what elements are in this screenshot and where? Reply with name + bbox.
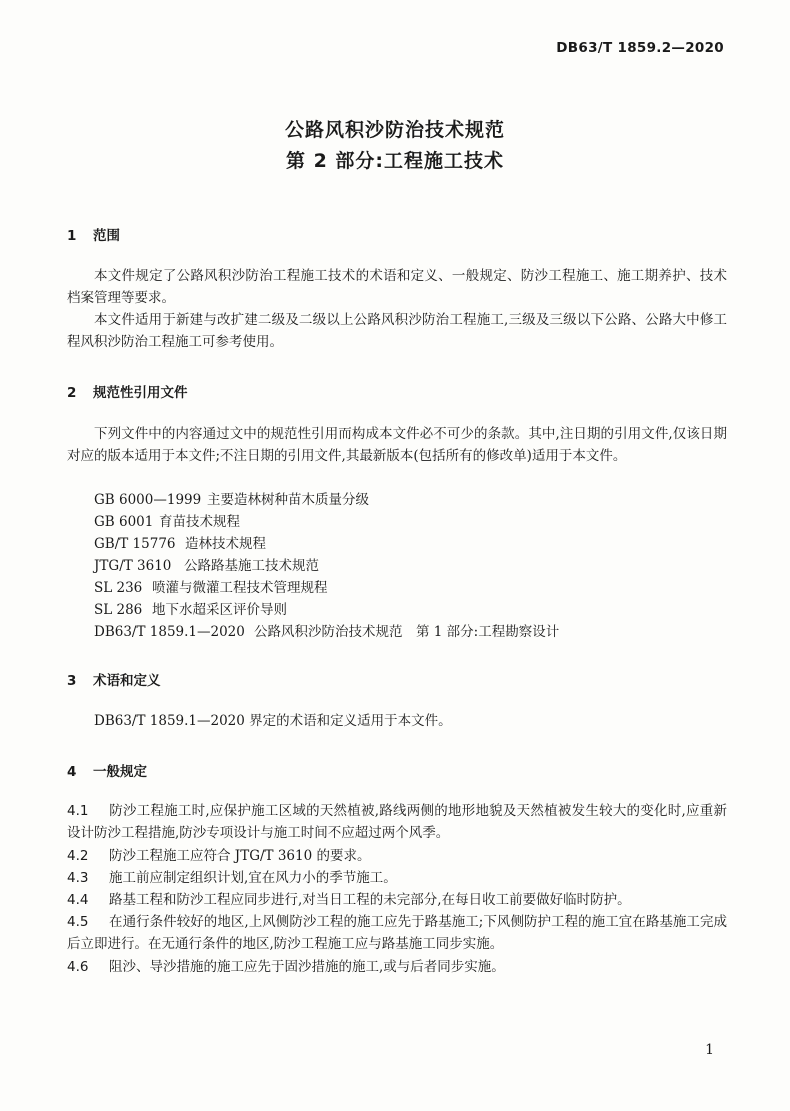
reference-item: [94, 533, 266, 555]
section-title: 术语和定义: [93, 673, 161, 689]
reference-code: GB 6000—1999: [94, 492, 202, 508]
document-subtitle: 第 2 部分:工程施工技术: [285, 150, 505, 172]
reference-item: [94, 621, 559, 643]
section-heading: [67, 381, 188, 401]
reference-item: [94, 555, 319, 577]
clause-text: 阻沙、导沙措施的施工应先于固沙措施的施工,或与后者同步实施。: [109, 959, 505, 975]
clause-number: 4.3: [67, 870, 89, 886]
paragraph: 下列文件中的内容通过文中的规范性引用而构成本文件必不可少的条款。其中,注日期的引用文件,仅该日期对应的版本适用于本文件;不注日期的引用文件,其最新版本(包括所有的修改单)适用于本文件。: [67, 426, 727, 464]
reference-item: [94, 511, 240, 533]
reference-title: 公路风积沙防治技术规范 第 1 部分:工程勘察设计: [254, 624, 560, 640]
clause-number: 4.4: [67, 892, 89, 908]
document-title: 公路风积沙防治技术规范: [284, 119, 505, 141]
section-title: 一般规定: [93, 764, 147, 780]
clause-item: [67, 911, 727, 955]
clause-number: 4.6: [67, 959, 89, 975]
reference-title: 公路路基施工技术规范: [184, 558, 319, 574]
section-number: 2: [67, 385, 77, 401]
paragraph: 本文件规定了公路风积沙防治工程施工技术的术语和定义、一般规定、防沙工程施工、施工期养护、技术档案管理等要求。: [67, 268, 727, 306]
clause-text: 在通行条件较好的地区,上风侧防沙工程的施工应先于路基施工;下风侧防护工程的施工宜在路基施工完成后立即进行。在无通行条件的地区,防沙工程施工应与路基施工同步实施。: [67, 914, 727, 952]
reference-code: DB63/T 1859.1—2020: [94, 624, 245, 640]
section-number: 3: [67, 673, 77, 689]
section-heading: [67, 669, 161, 689]
reference-title: 地下水超采区评价导则: [152, 602, 287, 618]
standard-id: DB63/T 1859.2—2020: [556, 40, 724, 56]
section-title: 范围: [93, 228, 120, 244]
reference-code: JTG/T 3610: [94, 558, 172, 574]
clause-number: 4.2: [67, 848, 89, 864]
reference-code: GB/T 15776: [94, 536, 176, 552]
section-title: 规范性引用文件: [93, 385, 188, 401]
reference-code: SL 286: [94, 602, 143, 618]
clause-number: 4.1: [67, 803, 89, 819]
reference-item: [94, 489, 369, 511]
reference-title: 喷灌与微灌工程技术管理规程: [152, 580, 328, 596]
section-heading: [67, 224, 120, 244]
section-number: 4: [67, 764, 77, 780]
page-number: 1: [705, 1042, 714, 1058]
clause-text: 防沙工程施工应符合 JTG/T 3610 的要求。: [109, 848, 371, 864]
clause-item: [67, 867, 727, 889]
clause-text: 防沙工程施工时,应保护施工区域的天然植被,路线两侧的地形地貌及天然植被发生较大的变化时,应重新设计防沙工程措施,防沙专项设计与施工时间不应超过两个风季。: [67, 803, 727, 841]
reference-code: SL 236: [94, 580, 143, 596]
clause-item: [67, 956, 727, 978]
section-heading: [67, 760, 147, 780]
reference-item: [94, 577, 328, 599]
clause-number: 4.5: [67, 914, 89, 930]
reference-item: [94, 599, 287, 621]
clause-item: [67, 800, 727, 844]
section-number: 1: [67, 228, 77, 244]
reference-title: 造林技术规程: [185, 536, 266, 552]
clause-text: 施工前应制定组织计划,宜在风力小的季节施工。: [109, 870, 397, 886]
clause-item: [67, 845, 727, 867]
reference-title: 主要造林树种苗木质量分级: [207, 492, 369, 508]
clause-text: 路基工程和防沙工程应同步进行,对当日工程的未完部分,在每日收工前要做好临时防护。: [109, 892, 631, 908]
reference-code: GB 6001: [94, 514, 154, 530]
paragraph: DB63/T 1859.1—2020 界定的术语和定义适用于本文件。: [94, 713, 452, 729]
reference-title: 育苗技术规程: [159, 514, 240, 530]
paragraph: 本文件适用于新建与改扩建二级及二级以上公路风积沙防治工程施工,三级及三级以下公路、公路大中修工程风积沙防治工程施工可参考使用。: [67, 312, 727, 350]
clause-item: [67, 889, 727, 911]
